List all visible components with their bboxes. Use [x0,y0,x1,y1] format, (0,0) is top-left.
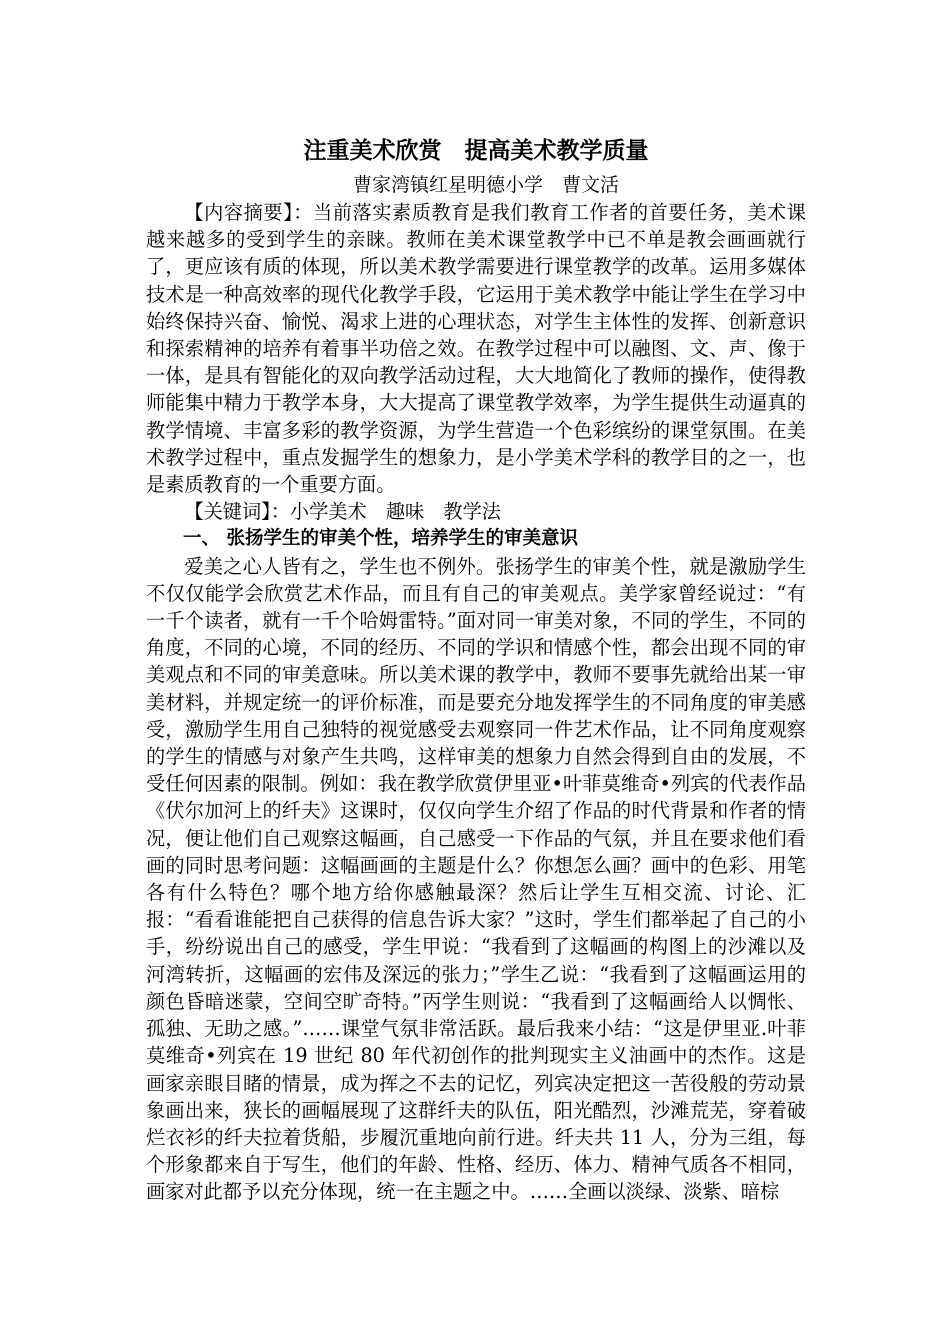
author-line: 曹家湾镇红星明德小学 曹文活 [352,174,619,196]
section-body-paragraph: 爱美之心人皆有之，学生也不例外。张扬学生的审美个性，就是激励学生不仅仅能学会欣赏艺术作品，而且有自己的审美观点。美学家曾经说过：“有一千个读者，就有一千个哈姆雷特。”面对同一审美对象，不同的学生，不同的角度，不同的心境，不同的经历、不同的学识和情感个性，都会出现不同的审美观点和不同的审美意味。所以美术课的教学中，教师不要事先就给出某一审美材料，并规定统一的评价标准，而是要充分地发挥学生的不同角度的审美感受，激励学生用自己独特的视觉感受去观察同一件艺术作品，让不同角度观察的学生的情感与对象产生共鸣，这样审美的想象力自然会得到自由的发展，不受任何因素的限制。例如：我在教学欣赏伊里亚•叶菲莫维奇•列宾的代表作品《伏尔加河上的纤夫》这课时，仅仅向学生介绍了作品的时代背景和作者的情况，便让他们自己观察这幅画，自己感受一下作品的气氛，并且在要求他们看画的同时思考问题：这幅画画的主题是什么？你想怎么画？画中的色彩、用笔各有什么特色？哪个地方给你感触最深？然后让学生互相交流、讨论、汇报：“看看谁能把自己获得的信息告诉大家？”这时，学生们都举起了自己的小手，纷纷说出自己的感受，学生甲说：“我看到了这幅画的构图上的沙滩以及河湾转折，这幅画的宏伟及深远的张力；”学生乙说：“我看到了这幅画运用的颜色昏暗迷蒙，空间空旷奇特。”丙学生则说：“我看到了这幅画给人以惆怅、孤独、无助之感。”……课堂气氛非常活跃。最后我来小结：“这是伊里亚.叶菲莫维奇•列宾在 19 世纪 80 年代初创作的批判现实主义油画中的杰作。这是画家亲眼目睹的情景，成为挥之不去的记忆，列宾决定把这一苦役般的劳动景象画出来，狭长的画幅展现了这群纤夫的队伍，阳光酷烈，沙滩荒芜，穿着破烂衣衫的纤夫拉着货船，步履沉重地向前行进。纤夫共 11 人，分为三组，每个形象都来自于写生，他们的年龄、性格、经历、体力、精神气质各不相同，画家对此都予以充分体现，统一在主题之中。……全画以淡绿、淡紫、暗棕 [146,554,806,1204]
abstract-paragraph: 【内容摘要】：当前落实素质教育是我们教育工作者的首要任务，美术课越来越多的受到学生的亲睐。教师在美术课堂教学中已不单是教会画画就行了，更应该有质的体现，所以美术教学需要进行课堂教学的改革。运用多媒体技术是一种高效率的现代化教学手段，它运用于美术教学中能让学生在学习中始终保持兴奋、愉悦、渴求上进的心理状态，对学生主体性的发挥、创新意识和探索精神的培养有着事半功倍之效。在教学过程中可以融图、文、声、像于一体，是具有智能化的双向教学活动过程，大大地简化了教师的操作，使得教师能集中精力于教学本身，大大提高了课堂教学效率，为学生提供生动逼真的教学情境、丰富多彩的教学资源，为学生营造一个色彩缤纷的课堂氛围。在美术教学过程中，重点发掘学生的想象力，是小学美术学科的教学目的之一，也是素质教育的一个重要方面。 [146,201,806,497]
document-title: 注重美术欣赏 提高美术教学质量 [303,138,649,164]
section-heading: 一、 张扬学生的审美个性，培养学生的审美意识 [183,528,578,550]
keywords-line: 【关键词】：小学美术 趣味 教学法 [184,500,501,524]
document-body [146,134,806,1206]
